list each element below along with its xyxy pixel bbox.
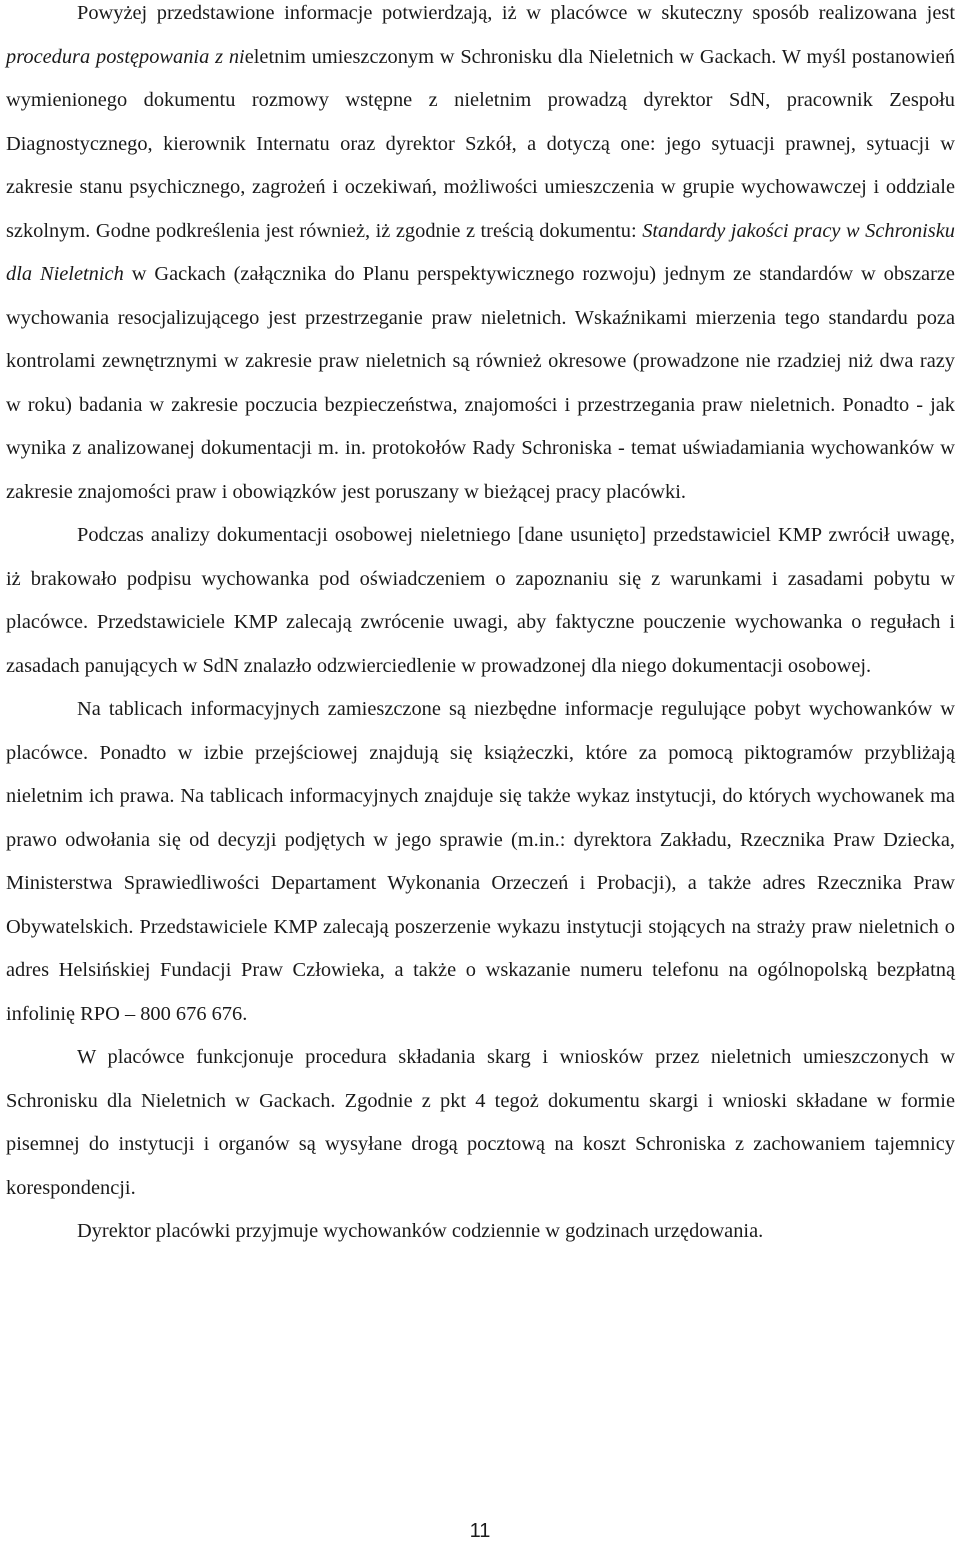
paragraph-1 bbox=[6, 0, 955, 514]
text-run: Powyżej przedstawione informacje potwierdzają, iż w placówce w skuteczny sposób realizowana jest bbox=[77, 2, 955, 24]
text-run: Dyrektor placówki przyjmuje wychowanków codziennie w godzinach urzędowania. bbox=[77, 1220, 764, 1242]
text-run: w Gackach (załącznika do Planu perspektywicznego rozwoju) jednym ze standardów w obszarze wychowania resocjalizującego jest przestrzeganie praw nieletnich. Wskaźnikami mierzenia tego standardu poza kontrolami zewnętrznymi w zakresie praw nieletnich są również okresowe (prowadzone nie rzadziej niż dwa razy w roku) badania w zakresie poczucia bezpieczeństwa, znajomości i przestrzegania praw nieletnich. Ponadto - jak wynika z analizowanej dokumentacji m. in. protokołów Rady Schroniska - temat uświadamiania wychowanków w zakresie znajomości praw i obowiązków jest poruszany w bieżącej pracy placówki. bbox=[6, 263, 955, 503]
text-run: Na tablicach informacyjnych zamieszczone są niezbędne informacje regulujące pobyt wychowanków w placówce. Ponadto w izbie przejściowej znajdują się książeczki, które za pomocą piktogramów przybliżają nieletnim ich prawa. Na tablicach informacyjnych znajduje się także wykaz instytucji, do których wychowanek ma prawo odwołania się od decyzji podjętych w jego sprawie (m.in.: dyrektora Zakładu, Rzecznika Praw Dziecka, Ministerstwa Sprawiedliwości Departament Wykonania Orzeczeń i Probacji), a także adres Rzecznika Praw Obywatelskich. Przedstawiciele KMP zalecają poszerzenie wykazu instytucji stojących na straży praw nieletnich o adres Helsińskiej Fundacji Praw Człowieka, a także o wskazanie numeru telefonu na ogólnopolską bezpłatną infolinię RPO – 800 676 676. bbox=[6, 698, 955, 1025]
text-run: Podczas analizy dokumentacji osobowej nieletniego [dane usunięto] przedstawiciel KMP zwrócił uwagę, iż brakowało podpisu wychowanka pod oświadczeniem o zapoznaniu się z warunkami i zasadami pobytu w placówce. Przedstawiciele KMP zalecają zwrócenie uwagi, aby faktyczne pouczenie wychowanka o regułach i zasadach panujących w SdN znalazło odzwierciedlenie w prowadzonej dla niego dokumentacji osobowej. bbox=[6, 524, 955, 677]
page-number: 11 bbox=[469, 1520, 491, 1542]
paragraph-4 bbox=[6, 1036, 955, 1210]
paragraph-3 bbox=[6, 688, 955, 1036]
text-run-italic: procedura postępowania z ni bbox=[6, 45, 245, 68]
paragraph-2 bbox=[6, 514, 955, 688]
text-run: W placówce funkcjonuje procedura składania skarg i wniosków przez nieletnich umieszczonych w Schronisku dla Nieletnich w Gackach. Zgodnie z pkt 4 tegoż dokumentu skargi i wnioski składane w formie pisemnej do instytucji i organów są wysyłane drogą pocztową na koszt Schroniska z zachowaniem tajemnicy korespondencji. bbox=[6, 1046, 955, 1199]
document-body bbox=[6, 0, 955, 1254]
paragraph-5 bbox=[6, 1210, 955, 1254]
text-run: eletnim umieszczonym w Schronisku dla Nieletnich w Gackach. W myśl postanowień wymienionego dokumentu rozmowy wstępne z nieletnim prowadzą dyrektor SdN, pracownik Zespołu Diagnostycznego, kierownik Internatu oraz dyrektor Szkół, a dotyczą one: jego sytuacji prawnej, sytuacji w zakresie stanu psychicznego, zagrożeń i oczekiwań, możliwości umieszczenia w grupie wychowawczej i oddziale szkolnym. Godne podkreślenia jest również, iż zgodnie z treścią dokumentu: bbox=[6, 45, 955, 242]
text-run-italic: Standardy jakości pracy w Schronisku dla Nieletnich bbox=[6, 219, 955, 285]
